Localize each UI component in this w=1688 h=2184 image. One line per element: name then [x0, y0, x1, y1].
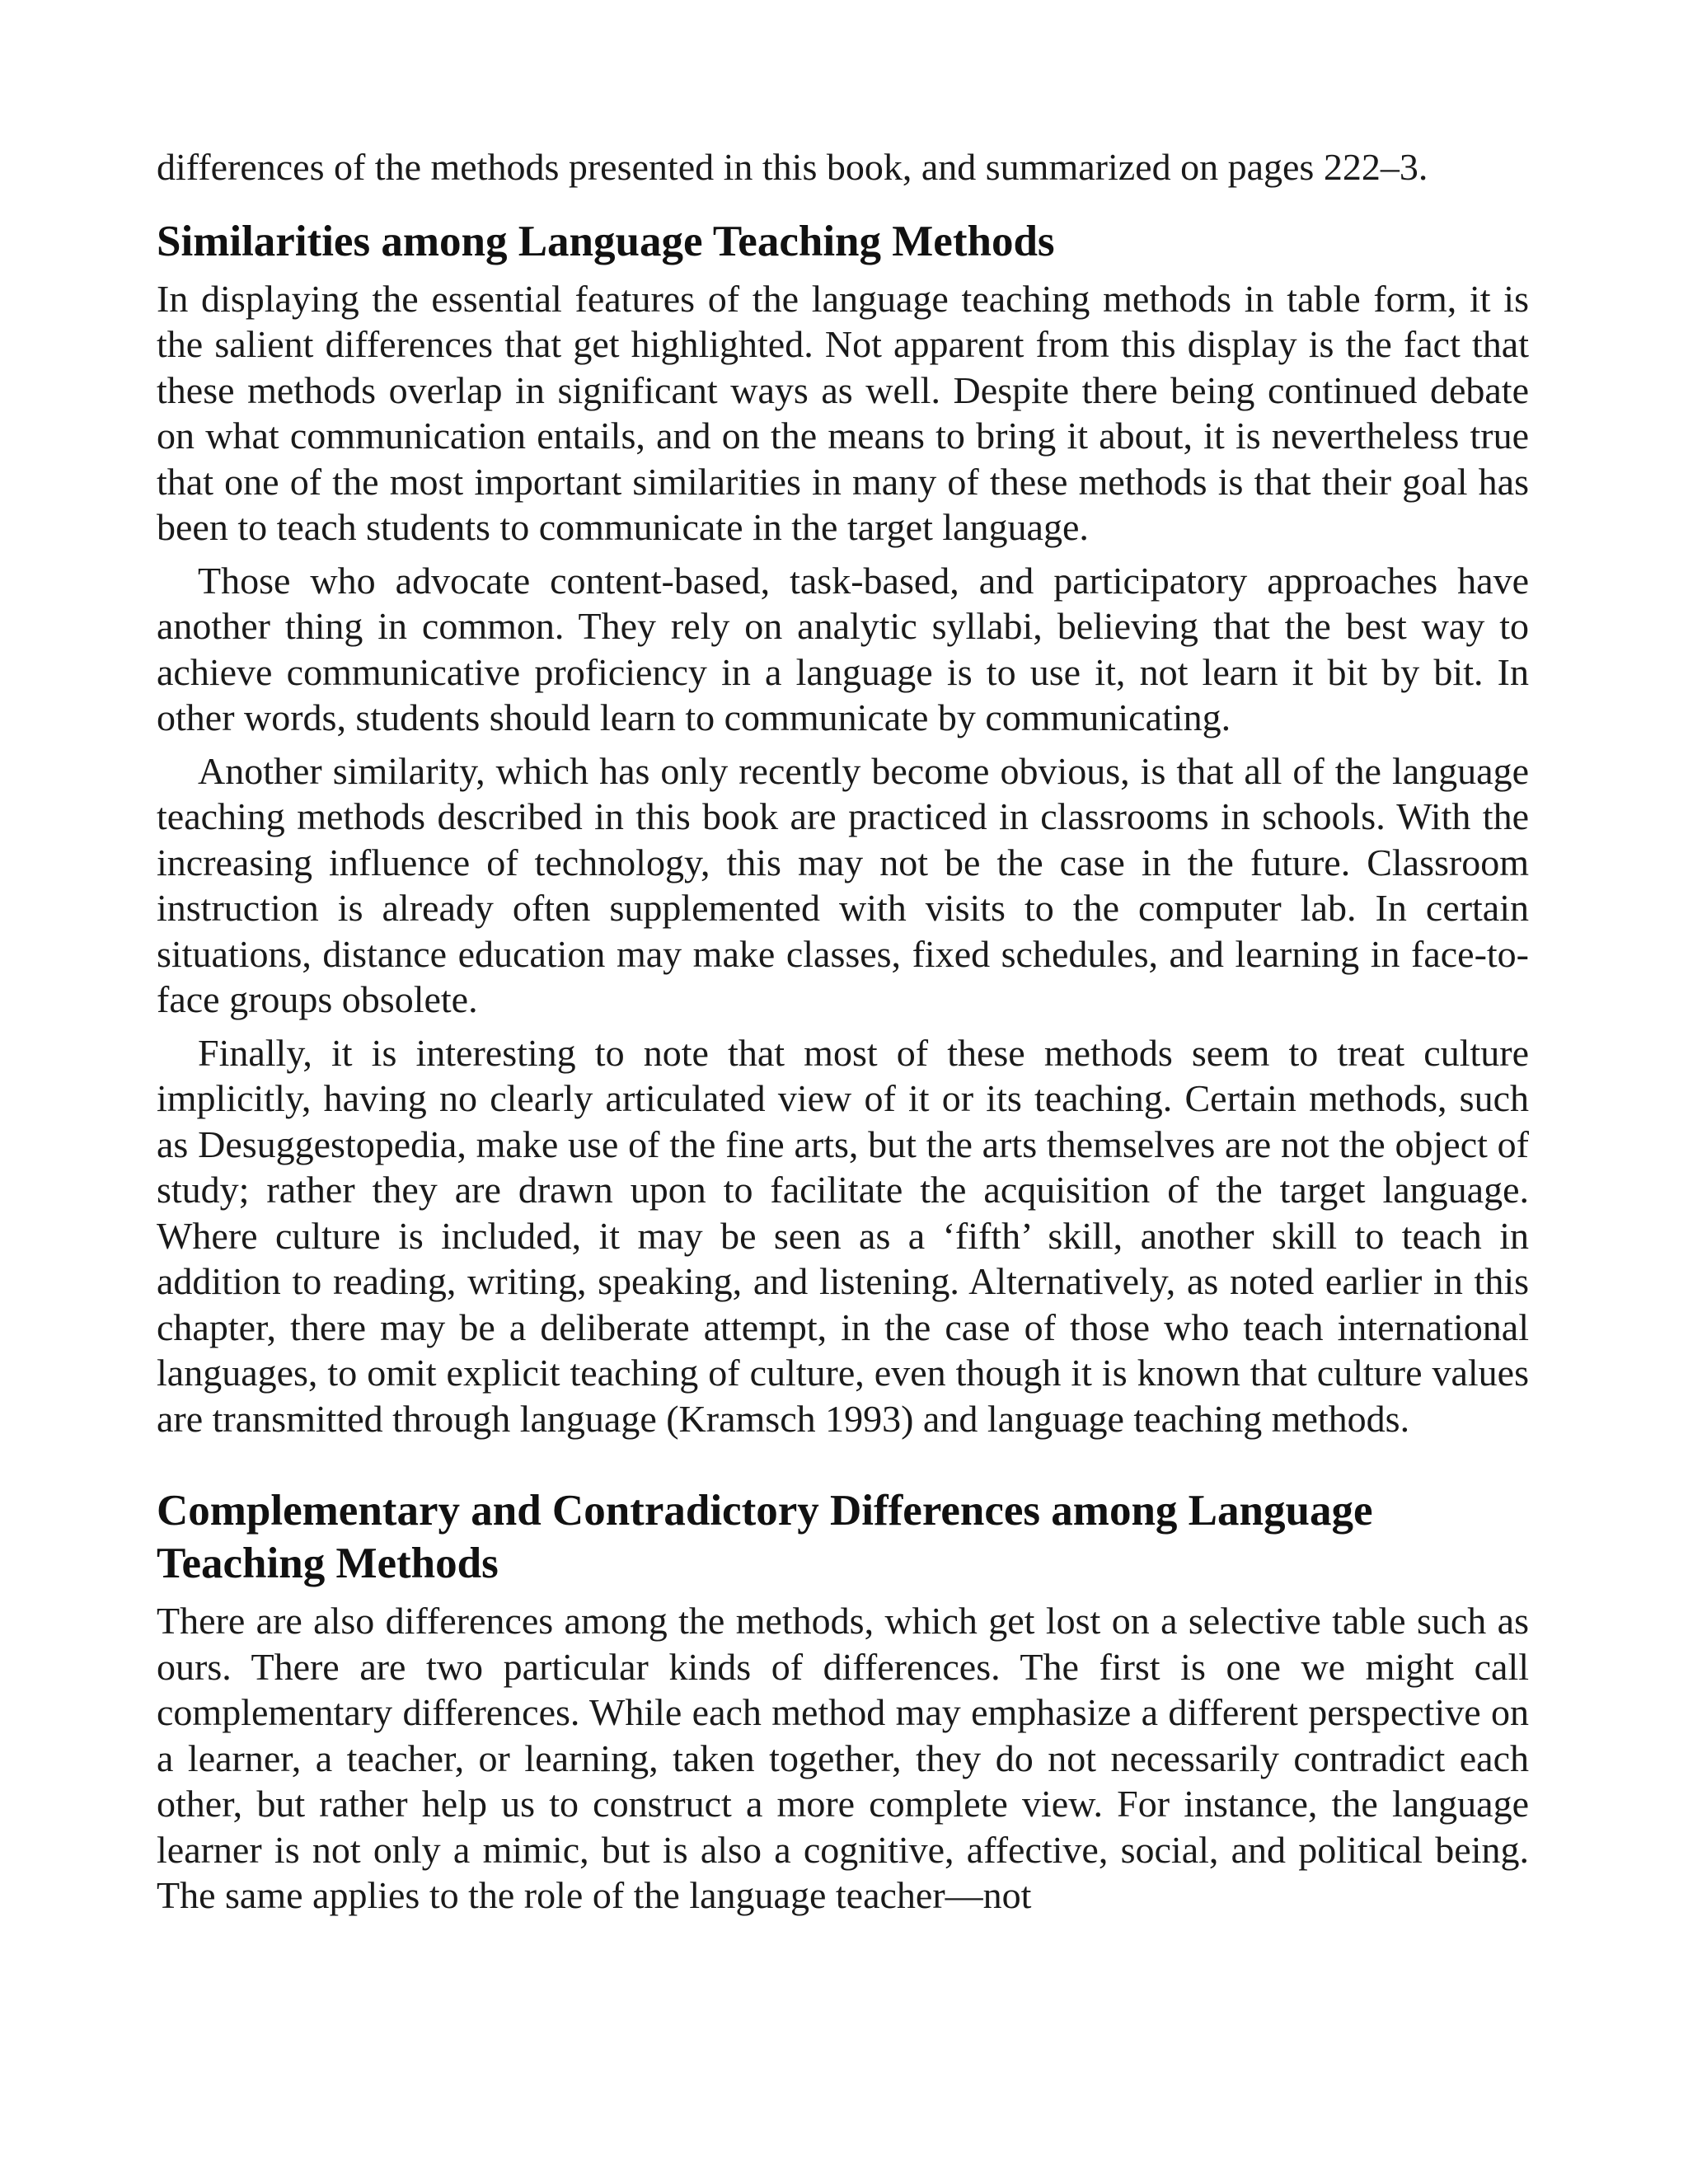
section-heading-similarities: Similarities among Language Teaching Methods — [157, 217, 1055, 265]
differences-paragraph-1: There are also differences among the methods, which get lost on a selective table such as ours. There are two particular kinds of differences. The first is one we might call complementary differences. While each method may emphasize a different perspective on a learner, a teacher, or learning, taken together, they do not necessarily contradict each other, but rather help us to construct a more complete view. For instance, the language learner is not only a mimic, but is also a cognitive, affective, social, and political being. The same applies to the role of the language teacher—not — [157, 1600, 1529, 1916]
similarities-paragraph-3: Another similarity, which has only recently become obvious, is that all of the language teaching methods described in this book are practiced in classrooms in schools. With the increasing influence of technology, this may not be the case in the future. Classroom instruction is already often supplemented with visits to the computer lab. In certain situations, distance education may make classes, fixed schedules, and learning in face-to-face groups obsolete. — [157, 749, 1529, 1020]
similarities-paragraph-1: In displaying the essential features of the language teaching methods in table form, it is the salient differences that get highlighted. Not apparent from this display is the fact that these methods overlap in significant ways as well. Despite there being continued debate on what communication entails, and on the means to bring it about, it is nevertheless true that one of the most important similarities in many of these methods is that their goal has been to teach students to communicate in the target language. — [157, 277, 1529, 548]
document-page — [157, 144, 1529, 1919]
intro-paragraph: differences of the methods presented in this book, and summarized on pages 222–3. — [157, 146, 1428, 188]
section-heading-differences: Complementary and Contradictory Differences among Language Teaching Methods — [157, 1487, 1373, 1587]
similarities-paragraph-2: Those who advocate content-based, task-based, and participatory approaches have another thing in common. They rely on analytic syllabi, believing that the best way to achieve communicative proficiency in a language is to use it, not learn it bit by bit. In other words, students should learn to communicate by communicating. — [157, 559, 1529, 738]
similarities-paragraph-4: Finally, it is interesting to note that most of these methods seem to treat culture implicitly, having no clearly articulated view of it or its teaching. Certain methods, such as Desuggestopedia, make use of the fine arts, but the arts themselves are not the object of study; rather they are drawn upon to facilitate the acquisition of the target language. Where culture is included, it may be seen as a ‘fifth’ skill, another skill to teach in addition to reading, writing, speaking, and listening. Alternatively, as noted earlier in this chapter, there may be a deliberate attempt, in the case of those who teach international languages, to omit explicit teaching of culture, even though it is known that culture values are transmitted through language (Kramsch 1993) and language teaching methods. — [157, 1031, 1529, 1440]
